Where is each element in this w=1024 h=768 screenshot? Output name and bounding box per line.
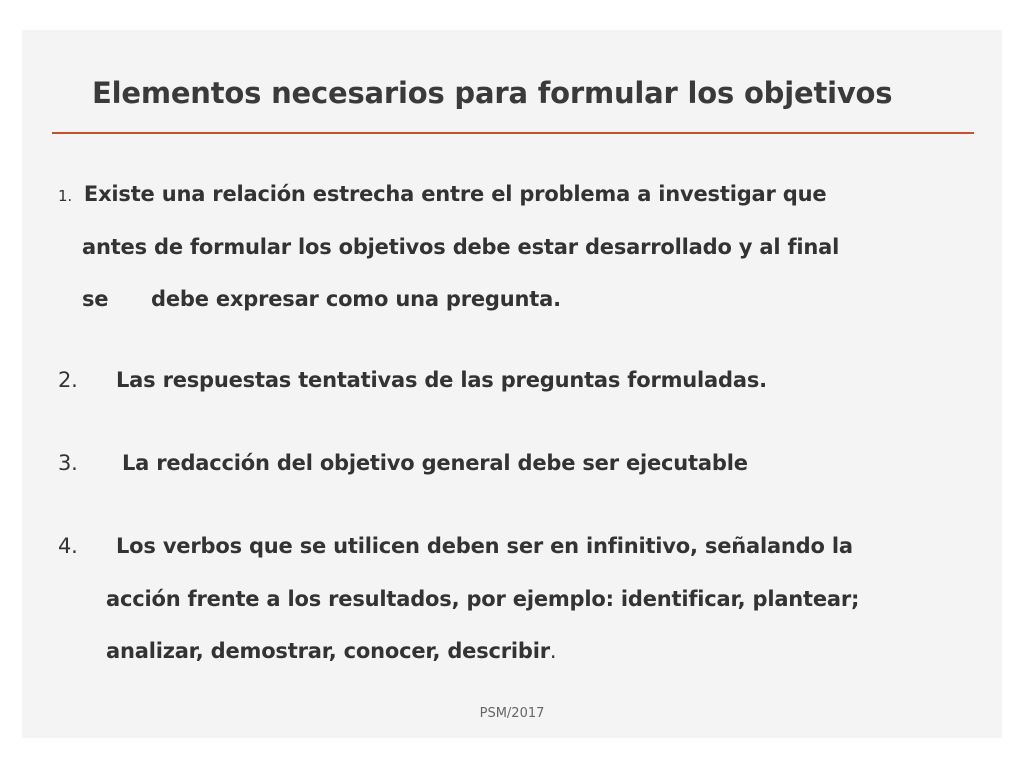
slide	[22, 30, 1002, 738]
item-4-text-1: Los verbos que se utilicen deben ser en infinitivo, señalando la	[116, 534, 853, 558]
item-4-line-1	[58, 534, 853, 558]
item-4-trailing-period: .	[549, 639, 557, 663]
item-1-text-1: Existe una relación estrecha entre el problema a investigar que	[83, 182, 827, 206]
item-3-line-1	[58, 451, 748, 475]
item-2-text-1: Las respuestas tentativas de las preguntas formuladas.	[116, 368, 767, 392]
item-4-number: 4.	[58, 534, 78, 558]
item-1-line-3: se debe expresar como una pregunta.	[82, 287, 561, 311]
item-2-line-1	[58, 368, 767, 392]
item-4-text-3: analizar, demostrar, conocer, describir	[106, 639, 550, 663]
item-2-number: 2.	[58, 368, 78, 392]
title-underline	[52, 132, 974, 134]
item-1-line-1	[58, 182, 826, 206]
slide-footer: PSM/2017	[479, 706, 545, 721]
item-4-line-3	[106, 639, 556, 663]
item-4-line-2: acción frente a los resultados, por ejemplo: identificar, plantear;	[106, 587, 860, 611]
item-3-number: 3.	[58, 451, 78, 475]
slide-title: Elementos necesarios para formular los objetivos	[92, 76, 893, 110]
item-3-text-1: La redacción del objetivo general debe ser ejecutable	[122, 451, 748, 475]
item-1-line-2: antes de formular los objetivos debe estar desarrollado y al final	[82, 235, 840, 259]
item-1-number: 1.	[58, 187, 72, 205]
